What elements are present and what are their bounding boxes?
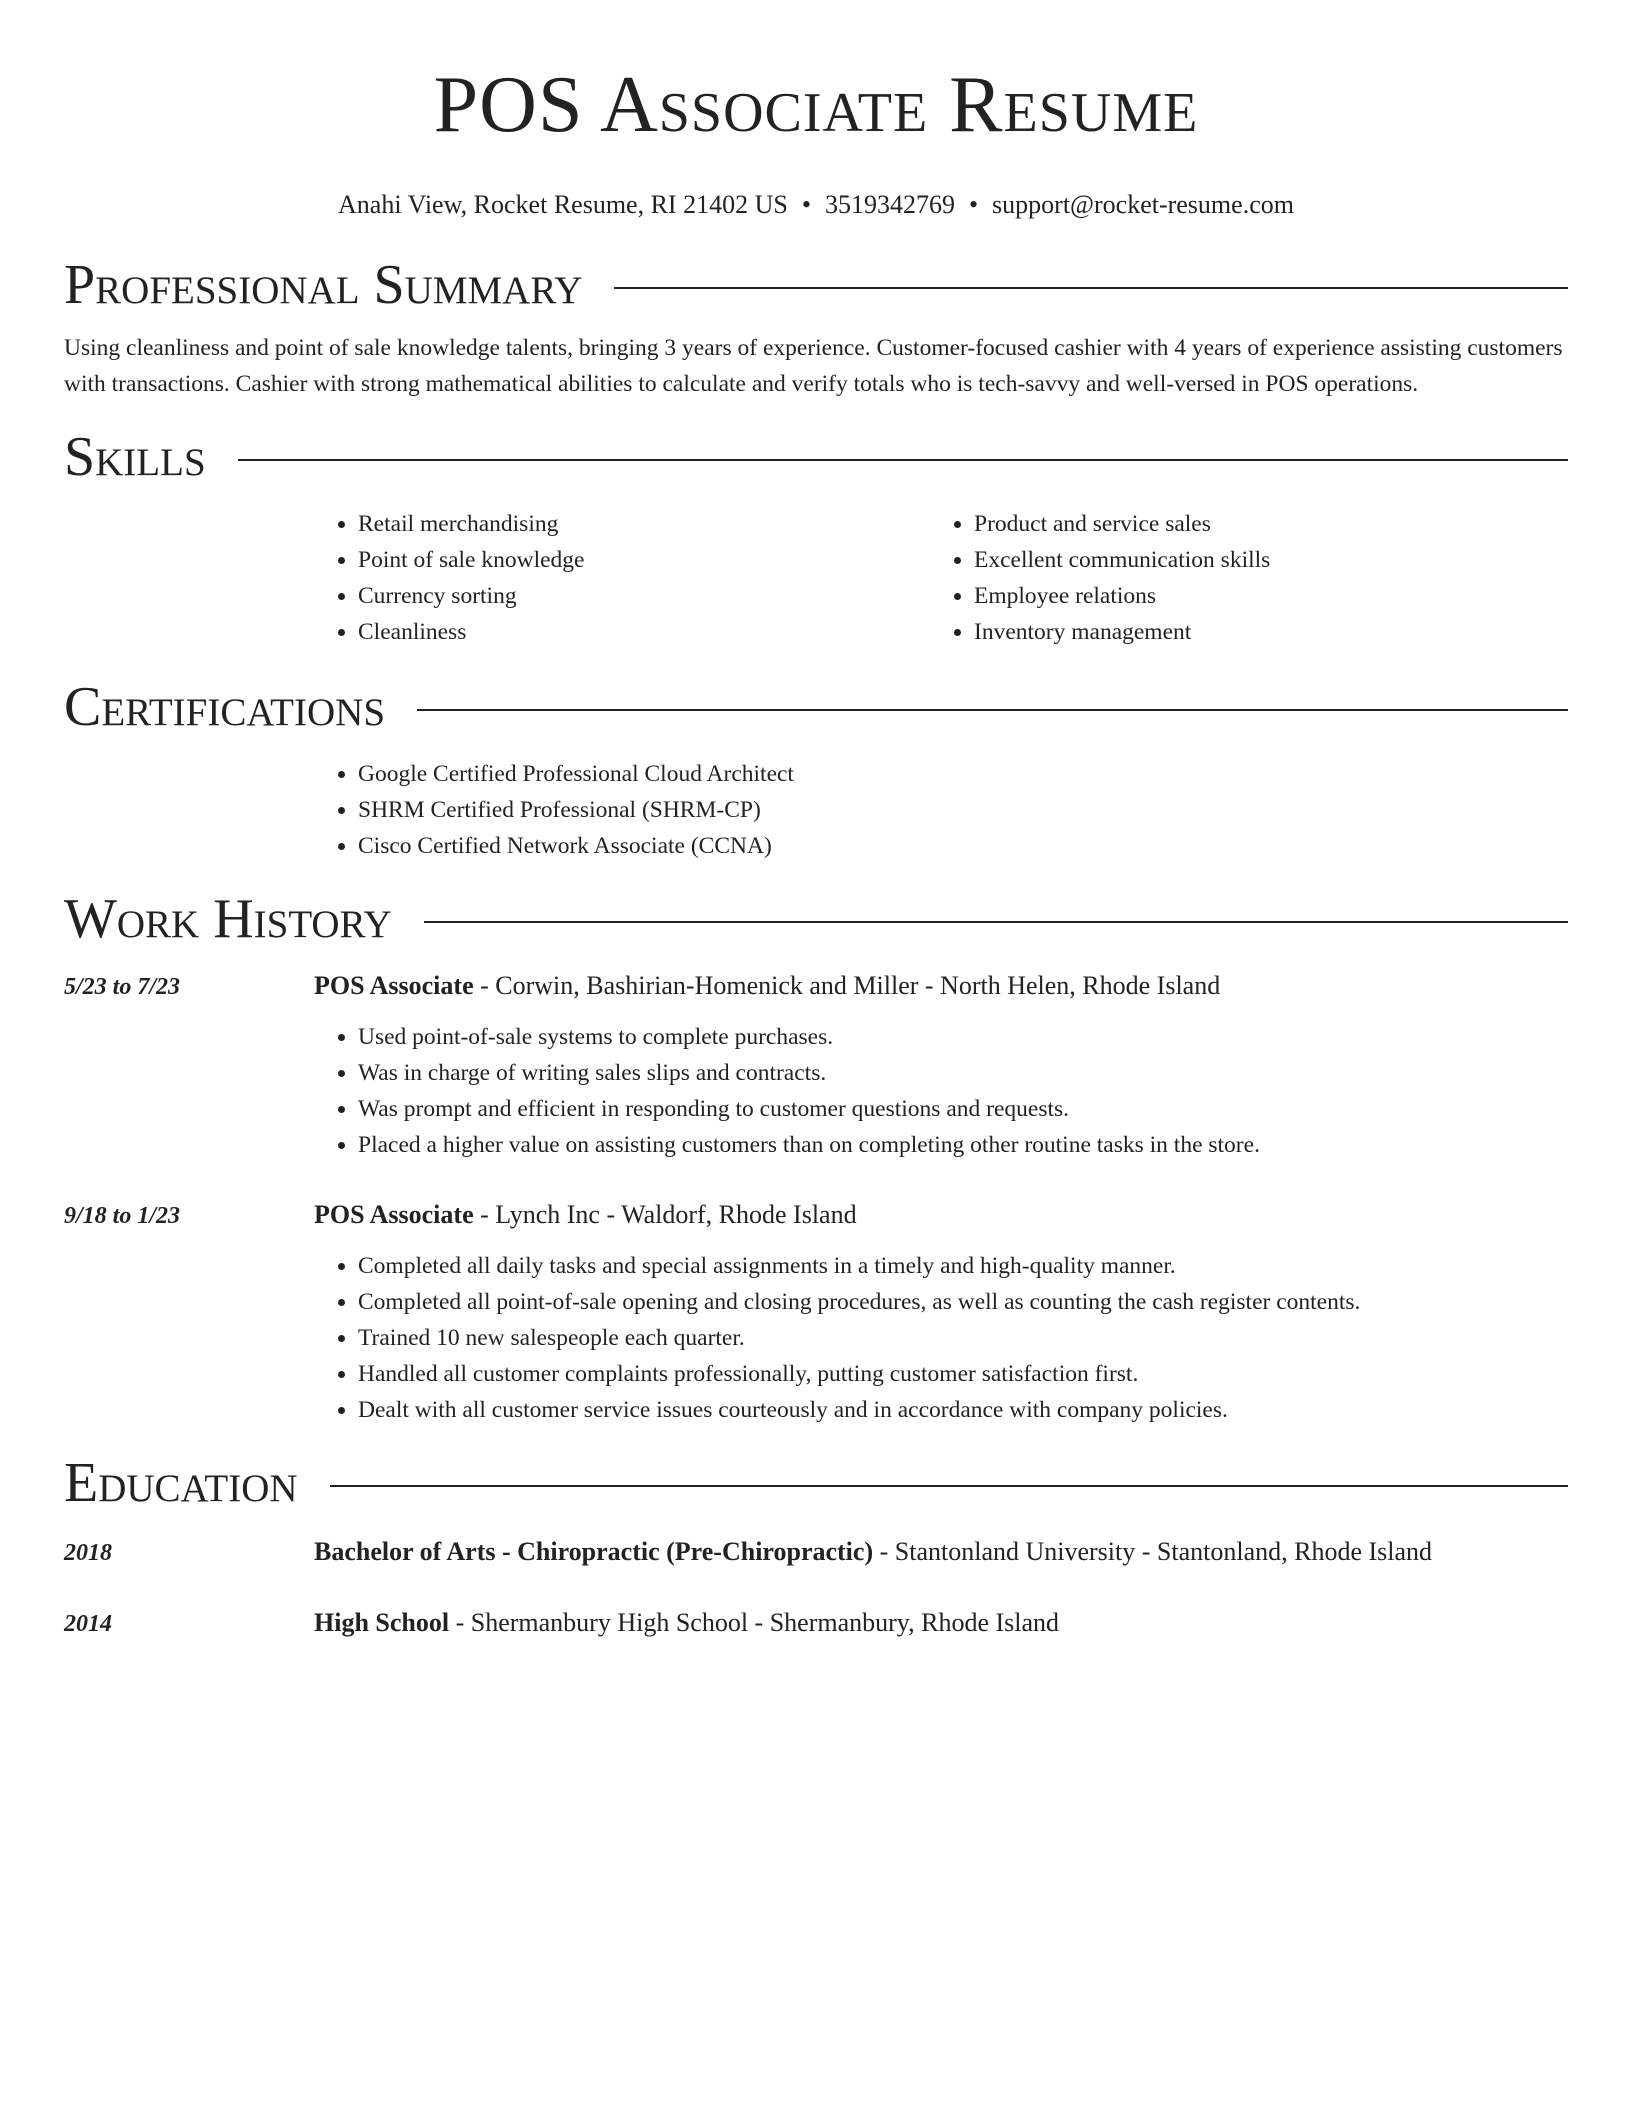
contact-phone: 3519342769	[824, 190, 955, 219]
education-year: 2018	[64, 1540, 112, 1566]
job-duty-item: • Handled all customer complaints professionally, putting customer satisfaction first.	[358, 1356, 1568, 1392]
job-duty-item: • Trained 10 new salespeople each quarter.	[358, 1320, 1568, 1356]
certifications-section-header	[64, 674, 1568, 740]
section-divider	[238, 459, 1568, 461]
education-section-header	[64, 1450, 1568, 1516]
job-entry	[64, 968, 1568, 1163]
contact-email: support@rocket-resume.com	[992, 190, 1294, 219]
education-school: - Stantonland University - Stantonland, Rhode Island	[873, 1537, 1433, 1566]
skills-heading: Skills	[64, 426, 206, 488]
education-line	[314, 1534, 1432, 1570]
job-duty-item: • Completed all daily tasks and special assignments in a timely and high-quality manner.	[358, 1248, 1568, 1284]
resume-title: POS Associate Resume	[433, 61, 1199, 149]
skills-section-header	[64, 424, 1568, 490]
skill-item: • Cleanliness	[358, 614, 930, 650]
job-duty-item: • Was prompt and efficient in responding to customer questions and requests.	[358, 1091, 1568, 1127]
certification-item: • SHRM Certified Professional (SHRM-CP)	[358, 792, 1568, 828]
education-heading: Education	[64, 1452, 298, 1514]
education-entry	[64, 1534, 1568, 1571]
job-duty-item: • Placed a higher value on assisting customers than on completing other routine tasks in the store.	[358, 1127, 1568, 1163]
job-duty-item: • Dealt with all customer service issues courteously and in accordance with company policies.	[358, 1392, 1568, 1428]
job-header	[64, 968, 1568, 1005]
contact-separator: •	[968, 190, 979, 219]
section-divider	[614, 287, 1568, 289]
education-year: 2014	[64, 1611, 112, 1637]
work-heading: Work History	[64, 888, 392, 950]
skill-item: • Product and service sales	[974, 506, 1546, 542]
job-title-line	[314, 1197, 857, 1233]
section-divider	[330, 1485, 1568, 1487]
summary-section-header	[64, 252, 1568, 318]
job-dates: 5/23 to 7/23	[64, 974, 181, 1000]
work-section-header	[64, 886, 1568, 952]
job-duty-item: • Used point-of-sale systems to complete purchases.	[358, 1019, 1568, 1055]
skill-item: • Excellent communication skills	[974, 542, 1546, 578]
job-title: POS Associate	[314, 971, 474, 1000]
skill-item: • Point of sale knowledge	[358, 542, 930, 578]
resume-page	[64, 0, 1568, 1642]
education-degree: High School	[314, 1608, 450, 1637]
education-school: - Shermanbury High School - Shermanbury, Rhode Island	[449, 1608, 1060, 1637]
job-employer: - Corwin, Bashirian-Homenick and Miller - North Helen, Rhode Island	[473, 971, 1221, 1000]
skill-item: • Inventory management	[974, 614, 1546, 650]
skill-item: • Retail merchandising	[358, 506, 930, 542]
certifications-heading: Certifications	[64, 676, 386, 738]
skills-column-left	[314, 506, 930, 650]
job-duty-item: • Completed all point-of-sale opening and closing procedures, as well as counting the cash register contents.	[358, 1284, 1568, 1320]
skill-item: • Currency sorting	[358, 578, 930, 614]
education-degree: Bachelor of Arts - Chiropractic (Pre-Chiropractic)	[314, 1537, 874, 1566]
job-title-line	[314, 968, 1220, 1004]
job-duty-item: • Was in charge of writing sales slips and contracts.	[358, 1055, 1568, 1091]
summary-heading: Professional Summary	[64, 254, 583, 316]
certification-item: • Google Certified Professional Cloud Architect	[358, 756, 1568, 792]
job-dates: 9/18 to 1/23	[64, 1203, 181, 1229]
section-divider	[417, 709, 1568, 711]
job-entry	[64, 1197, 1568, 1428]
skills-column-right	[930, 506, 1546, 650]
education-line	[314, 1605, 1059, 1641]
summary-text: Using cleanliness and point of sale knowledge talents, bringing 3 years of experience. Customer-focused cashier with 4 years of experience assisting customers with transactions. Cashier with strong mathematical abilities to calculate and verify totals who is tech-savvy and well-versed in POS operations.	[64, 335, 1563, 397]
certifications-list	[314, 756, 1568, 864]
job-duties	[314, 1019, 1568, 1163]
job-title: POS Associate	[314, 1200, 474, 1229]
section-divider	[424, 921, 1568, 923]
contact-line	[64, 188, 1568, 222]
job-header	[64, 1197, 1568, 1234]
contact-address: Anahi View, Rocket Resume, RI 21402 US	[338, 190, 788, 219]
skills-list	[314, 506, 1568, 650]
education-entry	[64, 1605, 1568, 1642]
contact-separator: •	[801, 190, 811, 219]
job-duties	[314, 1248, 1568, 1428]
certification-item: • Cisco Certified Network Associate (CCNA)	[358, 828, 1568, 864]
job-employer: - Lynch Inc - Waldorf, Rhode Island	[473, 1200, 857, 1229]
skill-item: • Employee relations	[974, 578, 1546, 614]
